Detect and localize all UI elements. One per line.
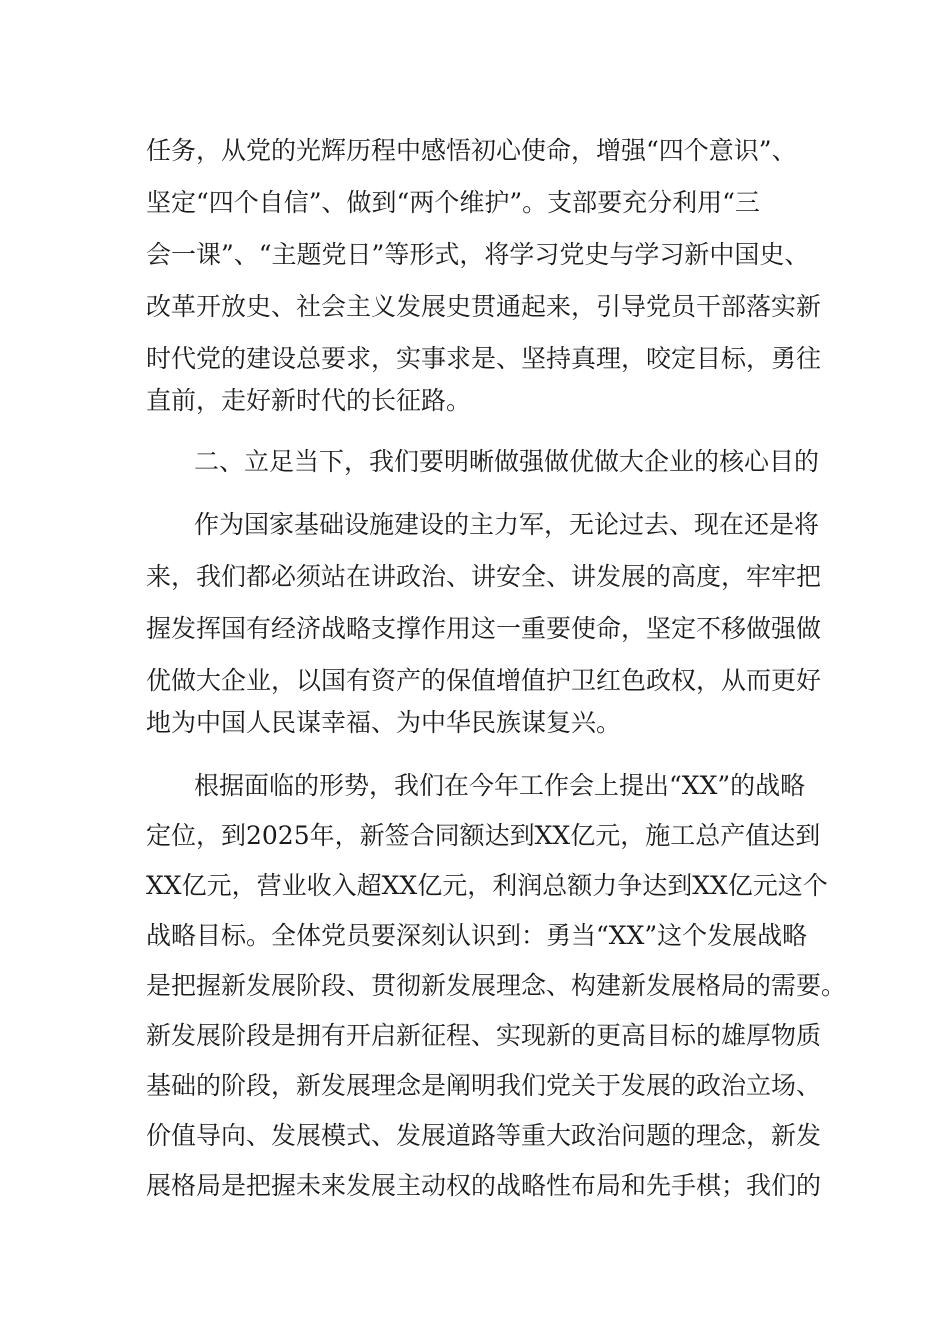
section-heading: 二、立足当下，我们要明晰做强做优做大企业的核心目的	[194, 447, 820, 476]
text-line: 新发展阶段是拥有开启新征程、实现新的更高目标的雄厚物质	[146, 1021, 822, 1050]
text-line: 优做大企业，以国有资产的保值增值护卫红色政权，从而更好	[146, 666, 822, 695]
text-line: 基础的阶段，新发展理念是阐明我们党关于发展的政治立场、	[146, 1071, 822, 1100]
text-line: 任务，从党的光辉历程中感悟初心使命，增强“四个意识”、	[146, 136, 797, 165]
text-line: 来，我们都必须站在讲政治、讲安全、讲发展的高度，牢牢把	[146, 562, 822, 591]
text-line: 地为中国人民谋幸福、为中华民族谋复兴。	[146, 708, 622, 737]
text-line: 根据面临的形势，我们在今年工作会上提出“XX”的战略	[194, 771, 806, 800]
text-line: 会一课”、“主题党日”等形式，将学习党史与学习新中国史、	[146, 240, 810, 269]
text-line: 坚定“四个自信”、做到“两个维护”。支部要充分利用“三	[146, 188, 760, 217]
text-line: 展格局是把握未来发展主动权的战略性布局和先手棋；我们的	[146, 1171, 822, 1200]
text-line: 作为国家基础设施建设的主力军，无论过去、现在还是将	[194, 510, 820, 539]
text-line: 直前，走好新时代的长征路。	[146, 386, 472, 415]
text-line: 改革开放史、社会主义发展史贯通起来，引导党员干部落实新	[146, 292, 822, 321]
text-line: 握发挥国有经济战略支撑作用这一重要使命，坚定不移做强做	[146, 614, 822, 643]
text-line: 战略目标。全体党员要深刻认识到：勇当“XX”这个发展战略	[146, 921, 808, 950]
text-line: 时代党的建设总要求，实事求是、坚持真理，咬定目标，勇往	[146, 344, 822, 373]
text-line: XX亿元，营业收入超XX亿元，利润总额力争达到XX亿元这个	[146, 871, 828, 900]
text-line: 是把握新发展阶段、贯彻新发展理念、构建新发展格局的需要。	[146, 971, 847, 1000]
text-line: 价值导向、发展模式、发展道路等重大政治问题的理念，新发	[146, 1121, 822, 1150]
text-line: 定位，到2025年，新签合同额达到XX亿元，施工总产值达到	[146, 821, 821, 850]
